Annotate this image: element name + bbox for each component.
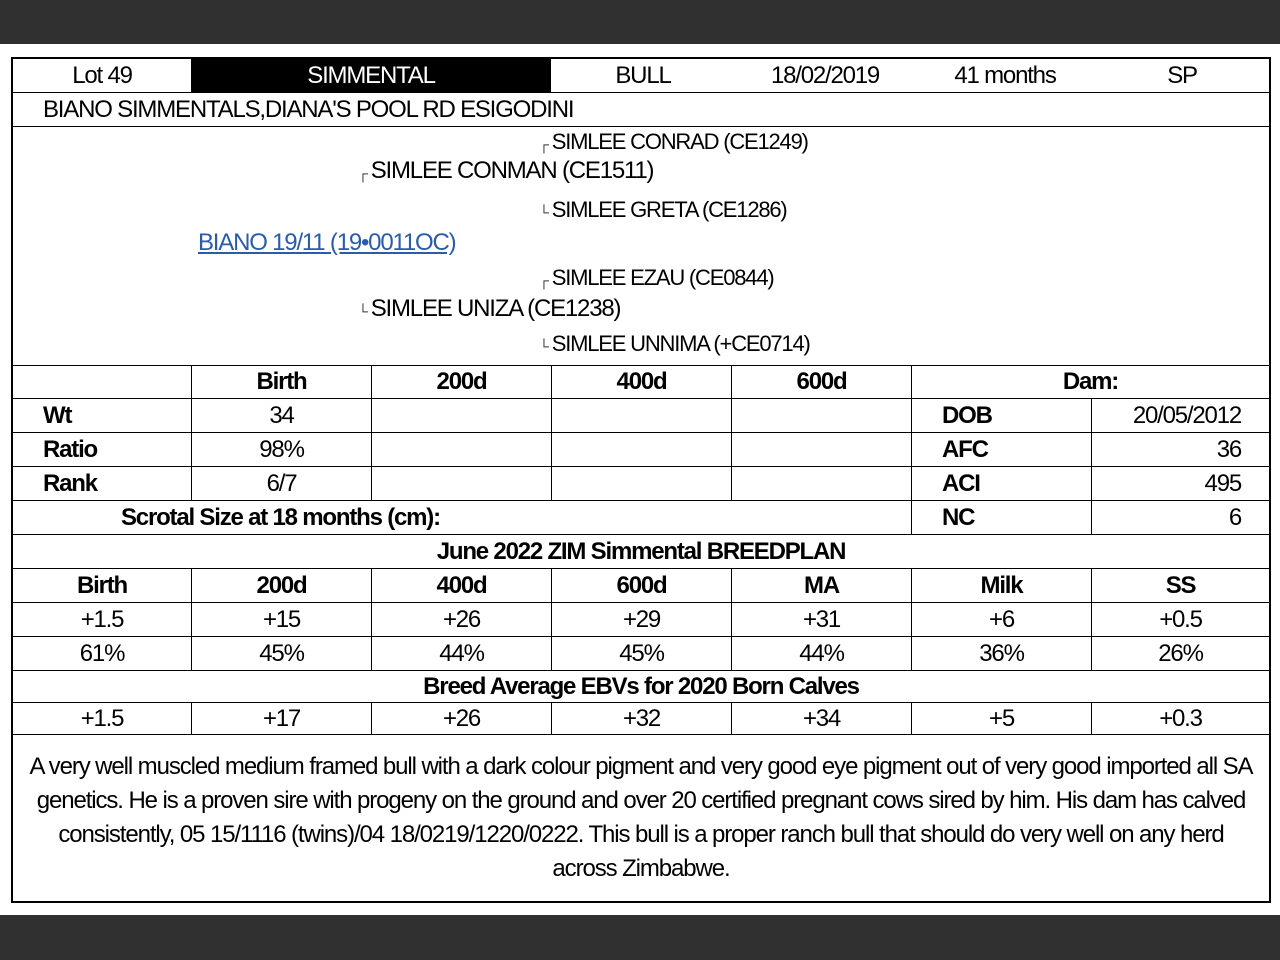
ebv-header-ss: SS (1091, 569, 1269, 602)
acc-milk: 36% (911, 637, 1091, 670)
wt-400d (551, 399, 731, 432)
breedplan-header-row (13, 569, 1269, 603)
ebv-header-400d: 400d (371, 569, 551, 602)
pedigree-dam: └ SIMLEE UNIZA (CE1238) (358, 295, 621, 322)
pedigree-animal[interactable] (198, 229, 455, 257)
avg-ma: +34 (731, 703, 911, 734)
ebv-header-birth: Birth (77, 571, 127, 599)
performance-header-row (13, 365, 1269, 399)
bracket-bottom-icon: └ (539, 204, 548, 220)
birth-date: 18/02/2019 (770, 61, 880, 89)
breed-label: SIMMENTAL (191, 59, 551, 92)
row-label-wt: Wt (43, 401, 72, 429)
breed-average-row (13, 703, 1269, 735)
pedigree-sire-dam: └ SIMLEE GRETA (CE1286) (539, 197, 787, 222)
ebv-birth: +1.5 (80, 605, 124, 633)
acc-400d: 44% (371, 637, 551, 670)
ratio-200d (371, 433, 551, 466)
ebv-ma: +31 (731, 603, 911, 636)
pedigree-sire-sire: ┌ SIMLEE CONRAD (CE1249) (539, 129, 808, 154)
ebv-ss: +0.5 (1091, 603, 1269, 636)
acc-600d: 45% (551, 637, 731, 670)
empty-corner-cell (13, 365, 191, 398)
avg-ss: +0.3 (1091, 703, 1269, 734)
ebv-header-milk: Milk (911, 569, 1091, 602)
dam-afc-value: 36 (1091, 433, 1269, 466)
dam-nc-value: 6 (1091, 501, 1269, 534)
bracket-bottom-icon: └ (539, 338, 548, 354)
dam-nc-label: NC (911, 501, 1091, 534)
dam-title: Dam: (911, 365, 1269, 398)
owner-row (13, 93, 1269, 127)
top-dark-bar (0, 0, 1280, 44)
rank-200d (371, 467, 551, 500)
wt-200d (371, 399, 551, 432)
scrotal-row (13, 501, 1269, 535)
breedplan-title: June 2022 ZIM Simmental BREEDPLAN (436, 537, 846, 565)
animal-link[interactable]: BIANO 19/11 (19•0011OC) (198, 229, 456, 256)
pedigree-dam-sire: ┌ SIMLEE EZAU (CE0844) (539, 265, 774, 290)
owner-name: BIANO SIMMENTALS,DIANA'S POOL RD ESIGODINI (43, 95, 574, 123)
col-header-birth: Birth (191, 365, 371, 398)
wt-birth: 34 (191, 399, 371, 432)
avg-200d: +17 (191, 703, 371, 734)
table-row (13, 467, 1269, 501)
bull-description (13, 735, 1269, 901)
avg-birth: +1.5 (80, 704, 124, 732)
row-label-ratio: Ratio (43, 435, 98, 463)
lot-header-row (13, 59, 1269, 93)
table-row (13, 399, 1269, 433)
pedigree-dam-dam: └ SIMLEE UNNIMA (+CE0714) (539, 331, 810, 356)
sex-label: BULL (615, 61, 671, 89)
ebv-600d: +29 (551, 603, 731, 636)
col-header-200d: 200d (371, 365, 551, 398)
breed-average-title-row (13, 671, 1269, 703)
ebv-milk: +6 (911, 603, 1091, 636)
row-label-rank: Rank (43, 469, 97, 497)
bracket-top-icon: ┌ (539, 136, 548, 152)
avg-600d: +32 (551, 703, 731, 734)
age-label: 41 months (954, 61, 1056, 89)
col-header-400d: 400d (551, 365, 731, 398)
bottom-dark-bar (0, 915, 1280, 960)
breed-average-title: Breed Average EBVs for 2020 Born Calves (423, 672, 859, 700)
dam-aci-label: ACI (911, 467, 1091, 500)
acc-birth: 61% (79, 639, 125, 667)
ebv-accuracy-row (13, 637, 1269, 671)
pedigree-sire: ┌ SIMLEE CONMAN (CE1511) (358, 157, 654, 184)
avg-milk: +5 (911, 703, 1091, 734)
dam-aci-value: 495 (1091, 467, 1269, 500)
acc-ss: 26% (1091, 637, 1269, 670)
ebv-values-row (13, 603, 1269, 637)
dam-afc-label: AFC (911, 433, 1091, 466)
pedigree-section (13, 127, 1269, 366)
lot-card (11, 57, 1271, 903)
ratio-birth: 98% (191, 433, 371, 466)
bracket-bottom-icon: └ (358, 303, 367, 319)
bracket-top-icon: ┌ (539, 272, 548, 288)
rank-400d (551, 467, 731, 500)
ebv-400d: +26 (371, 603, 551, 636)
dam-dob-value: 20/05/2012 (1091, 399, 1269, 432)
rank-600d (731, 467, 911, 500)
bracket-top-icon: ┌ (358, 165, 367, 181)
avg-400d: +26 (371, 703, 551, 734)
breedplan-title-row (13, 535, 1269, 569)
status-label: SP (1167, 61, 1197, 89)
scrotal-label: Scrotal Size at 18 months (cm): (121, 503, 440, 531)
lot-number: Lot 49 (72, 61, 132, 89)
description-text: A very well muscled medium framed bull with a dark colour pigment and very good eye pigment out of very good imported all SA genetics. He is a proven sire with progeny on the ground and over 20 certified pregnant cows sired by him. His dam has calved consistently, 05 15/1116 (twins)/04 18/0219/1220/0222. This bull is a proper ranch bull that should do very well on any herd across Zimbabwe. (29, 753, 1253, 882)
ebv-header-200d: 200d (191, 569, 371, 602)
ebv-header-600d: 600d (551, 569, 731, 602)
acc-ma: 44% (731, 637, 911, 670)
ebv-200d: +15 (191, 603, 371, 636)
col-header-600d: 600d (731, 365, 911, 398)
rank-birth: 6/7 (191, 467, 371, 500)
dam-dob-label: DOB (911, 399, 1091, 432)
ratio-600d (731, 433, 911, 466)
acc-200d: 45% (191, 637, 371, 670)
ratio-400d (551, 433, 731, 466)
table-row (13, 433, 1269, 467)
wt-600d (731, 399, 911, 432)
ebv-header-ma: MA (731, 569, 911, 602)
